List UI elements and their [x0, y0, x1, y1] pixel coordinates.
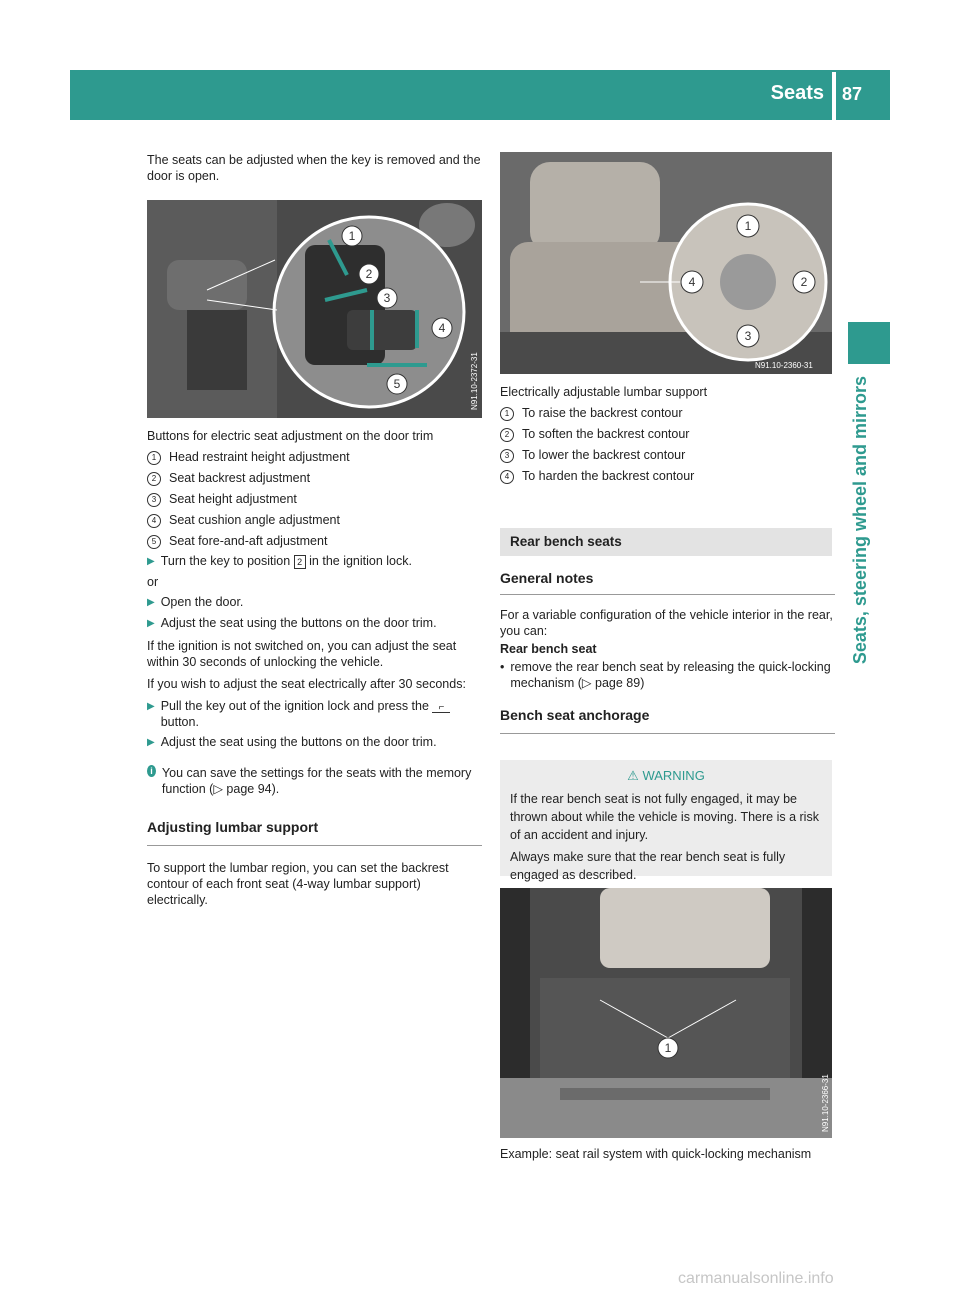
chapter-tab: [848, 322, 890, 364]
or-text: or: [147, 575, 159, 589]
intro-text: The seats can be adjusted when the key is removed and the door is open.: [147, 153, 481, 183]
image-caption: Electrically adjustable lumbar support: [500, 385, 708, 399]
instruction-step: [147, 553, 482, 570]
image-caption: Example: seat rail system with quick-locking mechanism: [500, 1147, 812, 1161]
legend-text: To soften the backrest contour: [522, 427, 690, 441]
legend-number-icon: 5: [147, 535, 161, 549]
body-paragraph: If the ignition is not switched on, you can adjust the seat within 30 seconds of unlocking the vehicle.: [147, 639, 457, 669]
svg-text:2: 2: [365, 267, 373, 281]
warning-header: [500, 768, 832, 784]
legend-number-icon: 4: [500, 470, 514, 484]
chapter-side-label-text: Seats, steering wheel and mirrors: [850, 376, 870, 665]
svg-text:4: 4: [438, 321, 446, 335]
svg-text:3: 3: [744, 329, 752, 343]
legend-text: Head restraint height adjustment: [169, 450, 350, 464]
step-text: Pull the key out of the ignition lock and press the: [160, 699, 429, 713]
instruction-step: [147, 698, 482, 730]
chapter-side-label: [850, 376, 890, 1076]
svg-text:1: 1: [744, 219, 752, 233]
arrow-icon: ▶: [147, 597, 155, 608]
legend-item: [147, 491, 482, 507]
body-paragraph: To support the lumbar region, you can set the backrest contour of each front seat (4-way lumbar support) electrically.: [147, 861, 449, 907]
section-heading: Rear bench seats: [510, 534, 622, 549]
legend-text: Seat fore-and-aft adjustment: [169, 534, 328, 548]
svg-text:3: 3: [383, 291, 391, 305]
legend-item: [147, 512, 482, 528]
legend-number-icon: 4: [147, 514, 161, 528]
legend-item: [500, 405, 835, 421]
arrow-icon: ▶: [147, 701, 155, 712]
svg-text:2: 2: [800, 275, 808, 289]
arrow-icon: ▶: [147, 737, 155, 748]
legend-number-icon: 1: [147, 451, 161, 465]
image-code: N91.10-2366-31: [821, 1074, 830, 1132]
body-paragraph: If you wish to adjust the seat electrically after 30 seconds:: [147, 677, 466, 691]
step-text: Adjust the seat using the buttons on the door trim.: [160, 616, 437, 630]
door-trim-photo: [147, 200, 482, 418]
svg-text:5: 5: [393, 377, 401, 391]
key-position-icon: 2: [294, 555, 306, 569]
legend-text: To lower the backrest contour: [522, 448, 686, 462]
legend-text: To raise the backrest contour: [522, 406, 683, 420]
step-text: Adjust the seat using the buttons on the door trim.: [160, 735, 437, 749]
watermark: carmanualsonline.info: [678, 1270, 834, 1287]
lumbar-photo: [500, 152, 832, 374]
legend-item: [147, 449, 482, 465]
subsection-heading: Bench seat anchorage: [500, 707, 835, 734]
image-code: N91.10-2360-31: [755, 361, 813, 370]
bullet-dot-icon: •: [500, 660, 505, 674]
warning-box: [500, 760, 832, 882]
warning-text: If the rear bench seat is not fully engaged, it may be thrown about while the vehicle is moving. There is a risk of an accident and injury.: [510, 792, 819, 842]
warning-title: WARNING: [642, 768, 705, 783]
legend-number-icon: 1: [500, 407, 514, 421]
info-icon: i: [147, 765, 156, 777]
legend-item: [500, 468, 835, 484]
subsection-heading: General notes: [500, 570, 835, 595]
legend-item: [500, 447, 835, 463]
legend-list: [147, 449, 482, 549]
bold-label: Rear bench seat: [500, 642, 597, 656]
legend-text: To harden the backrest contour: [522, 469, 695, 483]
legend-item: [500, 426, 835, 442]
legend-item: [147, 470, 482, 486]
info-note: [147, 765, 482, 797]
svg-text:1: 1: [664, 1041, 672, 1055]
image-caption: Buttons for electric seat adjustment on the door trim: [147, 429, 434, 443]
legend-text: Seat height adjustment: [169, 492, 297, 506]
legend-number-icon: 3: [147, 493, 161, 507]
instruction-step: [147, 734, 482, 751]
svg-text:4: 4: [688, 275, 696, 289]
legend-number-icon: 3: [500, 449, 514, 463]
warning-text: Always make sure that the rear bench seat is fully engaged as described.: [510, 850, 786, 882]
instruction-step: [147, 615, 482, 632]
svg-text:1: 1: [348, 229, 356, 243]
legend-text: Seat cushion angle adjustment: [169, 513, 340, 527]
arrow-icon: ▶: [147, 618, 155, 629]
bullet-text: remove the rear bench seat by releasing the quick-locking mechanism (▷ page 89): [510, 660, 831, 690]
chapter-title: Seats: [770, 82, 824, 104]
step-text: Open the door.: [160, 595, 244, 609]
header-divider: [832, 72, 836, 120]
legend-item: [147, 533, 482, 549]
page-number: 87: [842, 84, 863, 104]
legend-number-icon: 2: [147, 472, 161, 486]
instruction-step: [147, 594, 482, 611]
section-heading-box: [500, 528, 832, 556]
step-text: in the ignition lock.: [309, 554, 412, 568]
step-text: button.: [160, 715, 199, 729]
bullet-item: [500, 659, 835, 691]
section-heading: Adjusting lumbar support: [147, 819, 482, 846]
info-text: You can save the settings for the seats with the memory function (▷ page 94).: [161, 766, 472, 796]
legend-list: [500, 405, 835, 484]
image-code: N91.10-2372-31: [470, 352, 479, 410]
legend-number-icon: 2: [500, 428, 514, 442]
body-paragraph: For a variable configuration of the vehicle interior in the rear, you can:: [500, 608, 833, 638]
legend-text: Seat backrest adjustment: [169, 471, 311, 485]
seat-rail-photo: [500, 888, 832, 1138]
warning-triangle-icon: ⚠: [627, 768, 639, 783]
arrow-icon: ▶: [147, 556, 155, 567]
seat-memory-button-icon: ⌐: [432, 700, 450, 713]
step-text: Turn the key to position: [160, 554, 291, 568]
